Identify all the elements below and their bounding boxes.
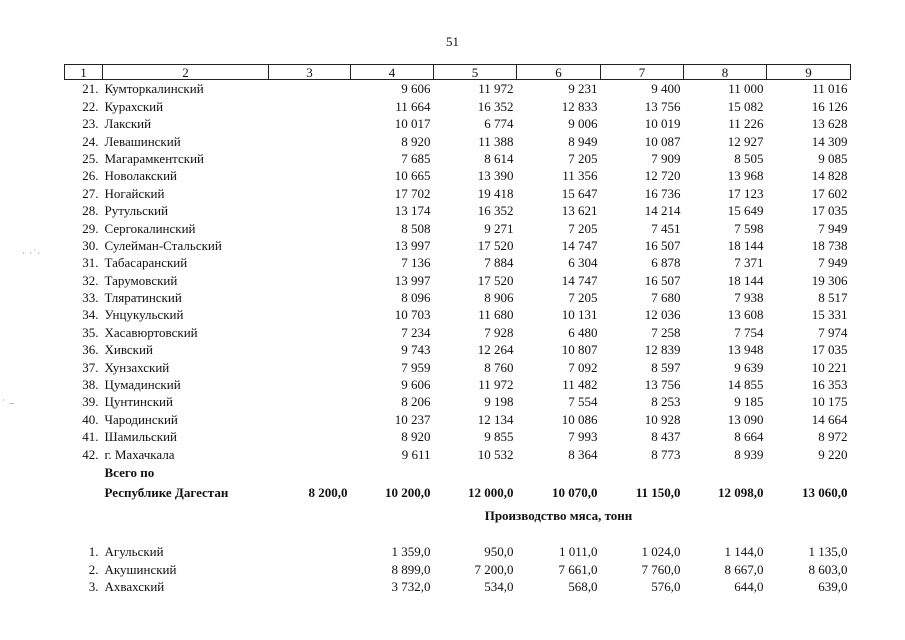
row-index: 21. — [82, 81, 99, 97]
value-cell: 16 126 — [811, 98, 848, 114]
value-cell: 17 602 — [811, 185, 848, 201]
value-cell: 15 082 — [727, 98, 764, 114]
value-cell: 9 198 — [484, 394, 514, 410]
value-cell: 16 352 — [477, 98, 514, 114]
value-cell: 7 974 — [818, 324, 848, 340]
value-cell: 13 174 — [394, 203, 431, 219]
value-cell: 12 134 — [477, 411, 514, 427]
total-index — [65, 463, 103, 481]
value-cell: 15 647 — [561, 185, 598, 201]
page-number: 51 — [446, 34, 459, 49]
value-cell — [269, 254, 351, 271]
row-index: 40. — [82, 411, 99, 427]
district-name: Унцукульский — [104, 307, 184, 323]
value-cell: 9 606 — [401, 81, 431, 97]
total-value-cell: 8 200,0 — [308, 484, 348, 500]
value-cell: 7 909 — [651, 150, 681, 166]
value-cell: 10 807 — [561, 342, 598, 358]
value-cell: 12 264 — [477, 342, 514, 358]
value-cell: 7 258 — [651, 324, 681, 340]
value-cell: 17 702 — [394, 185, 431, 201]
value-cell: 8 667,0 — [724, 561, 764, 577]
value-cell: 7 554 — [568, 394, 598, 410]
value-cell: 15 649 — [727, 203, 764, 219]
total-value-cell: 12 098,0 — [718, 484, 764, 500]
value-cell: 11 016 — [812, 81, 848, 97]
value-cell: 8 906 — [484, 290, 514, 306]
district-name: Магарамкентский — [104, 150, 204, 166]
district-name: Хунзахский — [104, 359, 170, 375]
table-row — [65, 376, 851, 393]
district-name: Акушинский — [104, 561, 177, 577]
value-cell: 11 000 — [728, 81, 764, 97]
value-cell: 14 828 — [811, 168, 848, 184]
value-cell: 11 664 — [395, 98, 431, 114]
table-header-row — [65, 65, 851, 80]
header-cell: 1 — [65, 65, 103, 80]
value-cell: 11 482 — [562, 377, 598, 393]
header-cell: 2 — [103, 65, 269, 80]
value-cell: 950,0 — [484, 544, 514, 560]
value-cell: 13 390 — [477, 168, 514, 184]
row-index: 24. — [82, 133, 99, 149]
value-cell: 10 237 — [394, 411, 431, 427]
value-cell — [269, 80, 351, 98]
total-index — [65, 481, 103, 501]
district-name: Цунтинский — [104, 394, 173, 410]
table-row — [65, 202, 851, 219]
district-name: Табасаранский — [104, 255, 188, 271]
value-cell: 8 364 — [568, 446, 598, 462]
value-cell: 8 972 — [818, 429, 848, 445]
district-name: Чародинский — [104, 411, 178, 427]
value-cell: 7 205 — [568, 150, 598, 166]
margin-scan-mark: · ·˙· — [22, 248, 42, 258]
value-cell: 18 144 — [727, 272, 764, 288]
row-index: 33. — [82, 290, 99, 306]
spacer-row — [65, 531, 851, 543]
value-cell — [269, 97, 351, 114]
district-name: Ногайский — [104, 185, 165, 201]
district-name: Левашинский — [104, 133, 181, 149]
district-name: Цумадинский — [104, 377, 181, 393]
table-row — [65, 219, 851, 236]
value-cell: 16 352 — [477, 203, 514, 219]
table-row — [65, 341, 851, 358]
header-cell: 8 — [684, 65, 767, 80]
row-index: 23. — [82, 116, 99, 132]
value-cell: 7 928 — [484, 324, 514, 340]
section-heading-row — [65, 501, 851, 531]
value-cell: 17 123 — [727, 185, 764, 201]
value-cell: 11 226 — [728, 116, 764, 132]
row-index: 1. — [88, 544, 99, 560]
spacer-cell — [351, 501, 434, 531]
value-cell: 12 036 — [644, 307, 681, 323]
value-cell: 7 938 — [734, 290, 764, 306]
value-cell — [269, 150, 351, 167]
value-cell: 13 090 — [727, 411, 764, 427]
value-cell — [269, 428, 351, 445]
value-cell: 7 959 — [401, 359, 431, 375]
value-cell: 10 019 — [644, 116, 681, 132]
value-cell: 17 520 — [477, 272, 514, 288]
value-cell: 10 221 — [811, 359, 848, 375]
value-cell — [269, 237, 351, 254]
value-cell: 7 371 — [734, 255, 764, 271]
value-cell: 17 035 — [811, 203, 848, 219]
value-cell: 10 928 — [644, 411, 681, 427]
total-row-label — [65, 463, 851, 481]
value-cell: 8 949 — [568, 133, 598, 149]
value-cell: 10 087 — [644, 133, 681, 149]
empty-cell — [269, 463, 351, 481]
value-cell: 10 131 — [561, 307, 598, 323]
value-cell: 8 664 — [734, 429, 764, 445]
value-cell: 10 175 — [811, 394, 848, 410]
value-cell: 9 185 — [734, 394, 764, 410]
value-cell: 11 356 — [562, 168, 598, 184]
section-title: Производство мяса, тонн — [484, 507, 633, 523]
value-cell: 17 035 — [811, 342, 848, 358]
value-cell: 1 135,0 — [808, 544, 848, 560]
table-row — [65, 445, 851, 462]
row-index: 26. — [82, 168, 99, 184]
value-cell: 14 214 — [644, 203, 681, 219]
value-cell: 568,0 — [568, 579, 598, 595]
value-cell: 7 754 — [734, 324, 764, 340]
spacer-cell — [103, 501, 269, 531]
value-cell: 13 968 — [727, 168, 764, 184]
value-cell: 10 703 — [394, 307, 431, 323]
value-cell: 8 920 — [401, 133, 431, 149]
table-row — [65, 410, 851, 427]
value-cell — [269, 578, 351, 595]
value-cell: 7 949 — [818, 220, 848, 236]
value-cell: 11 972 — [478, 377, 514, 393]
value-cell: 7 200,0 — [474, 561, 514, 577]
value-cell: 17 520 — [477, 237, 514, 253]
row-index: 28. — [82, 203, 99, 219]
value-cell — [269, 289, 351, 306]
table-row — [65, 80, 851, 98]
table-row — [65, 289, 851, 306]
district-name: Лакский — [104, 116, 152, 132]
district-name: Кумторкалинский — [104, 81, 204, 97]
table-row — [65, 237, 851, 254]
row-index: 22. — [82, 98, 99, 114]
table-row — [65, 323, 851, 340]
value-cell: 9 400 — [651, 81, 681, 97]
value-cell: 7 598 — [734, 220, 764, 236]
value-cell: 14 855 — [727, 377, 764, 393]
value-cell — [269, 132, 351, 149]
row-index: 36. — [82, 342, 99, 358]
value-cell: 7 661,0 — [558, 561, 598, 577]
value-cell: 534,0 — [484, 579, 514, 595]
value-cell: 8 939 — [734, 446, 764, 462]
value-cell: 13 756 — [644, 377, 681, 393]
value-cell: 7 136 — [401, 255, 431, 271]
section-table-row — [65, 543, 851, 560]
value-cell — [269, 167, 351, 184]
total-value-cell: 10 070,0 — [552, 484, 598, 500]
value-cell: 8 760 — [484, 359, 514, 375]
empty-cell — [601, 463, 684, 481]
value-cell — [269, 323, 351, 340]
table-row — [65, 358, 851, 375]
row-index: 30. — [82, 237, 99, 253]
spacer-cell — [65, 501, 103, 531]
value-cell: 19 306 — [811, 272, 848, 288]
value-cell: 8 253 — [651, 394, 681, 410]
value-cell: 9 606 — [401, 377, 431, 393]
value-cell — [269, 341, 351, 358]
row-index: 35. — [82, 324, 99, 340]
district-name: Хасавюртовский — [104, 324, 198, 340]
table-row — [65, 167, 851, 184]
value-cell: 13 756 — [644, 98, 681, 114]
value-cell: 9 271 — [484, 220, 514, 236]
empty-cell — [434, 463, 517, 481]
empty-cell — [517, 463, 601, 481]
value-cell: 8 508 — [401, 220, 431, 236]
value-cell: 8 437 — [651, 429, 681, 445]
value-cell: 7 451 — [651, 220, 681, 236]
value-cell: 10 017 — [394, 116, 431, 132]
value-cell — [269, 445, 351, 462]
row-index: 29. — [82, 220, 99, 236]
value-cell: 644,0 — [734, 579, 764, 595]
value-cell: 13 628 — [811, 116, 848, 132]
value-cell — [269, 543, 351, 560]
value-cell: 10 532 — [477, 446, 514, 462]
value-cell: 12 927 — [727, 133, 764, 149]
district-name: Агульский — [104, 544, 164, 560]
value-cell — [269, 358, 351, 375]
value-cell: 8 597 — [651, 359, 681, 375]
value-cell: 14 664 — [811, 411, 848, 427]
row-index: 38. — [82, 377, 99, 393]
district-name: Рутульский — [104, 203, 169, 219]
value-cell: 13 948 — [727, 342, 764, 358]
empty-cell — [684, 463, 767, 481]
value-cell: 10 086 — [561, 411, 598, 427]
value-cell — [269, 393, 351, 410]
value-cell: 9 639 — [734, 359, 764, 375]
spacer-cell — [767, 501, 851, 531]
value-cell: 13 997 — [394, 272, 431, 288]
value-cell: 14 309 — [811, 133, 848, 149]
header-cell: 4 — [351, 65, 434, 80]
value-cell: 7 205 — [568, 220, 598, 236]
spacer-cell — [684, 501, 767, 531]
spacer-cell — [65, 531, 851, 543]
value-cell: 1 359,0 — [391, 544, 431, 560]
value-cell: 9 220 — [818, 446, 848, 462]
value-cell: 7 680 — [651, 290, 681, 306]
table-row — [65, 306, 851, 323]
value-cell: 7 234 — [401, 324, 431, 340]
value-cell — [269, 410, 351, 427]
row-index: 34. — [82, 307, 99, 323]
value-cell: 7 685 — [401, 150, 431, 166]
row-index: 39. — [82, 394, 99, 410]
header-cell: 6 — [517, 65, 601, 80]
value-cell: 7 884 — [484, 255, 514, 271]
value-cell: 7 092 — [568, 359, 598, 375]
value-cell: 9 855 — [484, 429, 514, 445]
section-table-row — [65, 578, 851, 595]
value-cell: 13 621 — [561, 203, 598, 219]
value-cell: 7 205 — [568, 290, 598, 306]
value-cell — [269, 306, 351, 323]
table-row — [65, 254, 851, 271]
value-cell: 6 480 — [568, 324, 598, 340]
value-cell: 9 611 — [401, 446, 431, 462]
value-cell: 639,0 — [818, 579, 848, 595]
value-cell — [269, 202, 351, 219]
value-cell: 8 505 — [734, 150, 764, 166]
value-cell: 9 006 — [568, 116, 598, 132]
total-value-cell: 10 200,0 — [385, 484, 431, 500]
value-cell: 11 680 — [478, 307, 514, 323]
value-cell: 9 085 — [818, 150, 848, 166]
table-row — [65, 150, 851, 167]
district-name: Новолакский — [104, 168, 178, 184]
row-index: 42. — [82, 446, 99, 462]
value-cell: 9 231 — [568, 81, 598, 97]
value-cell: 19 418 — [477, 185, 514, 201]
header-cell: 3 — [269, 65, 351, 80]
value-cell: 10 665 — [394, 168, 431, 184]
value-cell: 16 507 — [644, 272, 681, 288]
value-cell: 7 949 — [818, 255, 848, 271]
district-name: Тарумовский — [104, 272, 178, 288]
value-cell — [269, 560, 351, 577]
value-cell: 8 517 — [818, 290, 848, 306]
value-cell: 14 747 — [561, 237, 598, 253]
value-cell: 7 993 — [568, 429, 598, 445]
district-name: Хивский — [104, 342, 153, 358]
margin-scan-mark: ˙ – — [2, 398, 15, 408]
district-name: Сергокалинский — [104, 220, 196, 236]
empty-cell — [767, 463, 851, 481]
value-cell: 8 603,0 — [808, 561, 848, 577]
value-cell: 18 144 — [727, 237, 764, 253]
value-cell: 12 720 — [644, 168, 681, 184]
value-cell: 3 732,0 — [391, 579, 431, 595]
table-row — [65, 184, 851, 201]
row-index: 32. — [82, 272, 99, 288]
value-cell: 11 972 — [478, 81, 514, 97]
value-cell: 1 024,0 — [641, 544, 681, 560]
value-cell: 16 507 — [644, 237, 681, 253]
spacer-cell — [269, 501, 351, 531]
value-cell: 12 839 — [644, 342, 681, 358]
value-cell: 8 614 — [484, 150, 514, 166]
row-index: 37. — [82, 359, 99, 375]
value-cell — [269, 184, 351, 201]
data-table — [64, 64, 851, 595]
header-cell: 5 — [434, 65, 517, 80]
district-name: Курахский — [104, 98, 164, 114]
header-cell: 9 — [767, 65, 851, 80]
total-label-line2: Республике Дагестан — [104, 484, 229, 500]
value-cell: 6 774 — [484, 116, 514, 132]
row-index: 25. — [82, 150, 99, 166]
value-cell: 18 738 — [811, 237, 848, 253]
total-row — [65, 481, 851, 501]
value-cell: 7 760,0 — [641, 561, 681, 577]
value-cell: 6 304 — [568, 255, 598, 271]
value-cell: 16 353 — [811, 377, 848, 393]
section-table-row — [65, 560, 851, 577]
value-cell: 576,0 — [651, 579, 681, 595]
value-cell: 8 773 — [651, 446, 681, 462]
table-row — [65, 393, 851, 410]
value-cell — [269, 115, 351, 132]
table-row — [65, 428, 851, 445]
table-row — [65, 97, 851, 114]
value-cell: 1 144,0 — [724, 544, 764, 560]
value-cell: 8 899,0 — [391, 561, 431, 577]
row-index: 2. — [88, 561, 99, 577]
district-name: Тляратинский — [104, 290, 182, 306]
value-cell: 8 206 — [401, 394, 431, 410]
value-cell: 6 878 — [651, 255, 681, 271]
value-cell: 13 608 — [727, 307, 764, 323]
value-cell: 8 920 — [401, 429, 431, 445]
value-cell: 9 743 — [401, 342, 431, 358]
header-cell: 7 — [601, 65, 684, 80]
district-name: Шамильский — [104, 429, 177, 445]
row-index: 3. — [88, 579, 99, 595]
empty-cell — [351, 463, 434, 481]
value-cell — [269, 271, 351, 288]
total-value-cell: 13 060,0 — [802, 484, 848, 500]
table-row — [65, 271, 851, 288]
value-cell: 15 331 — [811, 307, 848, 323]
table-row — [65, 115, 851, 132]
table-row — [65, 132, 851, 149]
district-name: Ахвахский — [104, 579, 165, 595]
row-index: 31. — [82, 255, 99, 271]
value-cell: 13 997 — [394, 237, 431, 253]
value-cell: 8 096 — [401, 290, 431, 306]
value-cell — [269, 376, 351, 393]
district-name: Сулейман-Стальский — [104, 237, 222, 253]
value-cell: 12 833 — [561, 98, 598, 114]
row-index: 41. — [82, 429, 99, 445]
row-index: 27. — [82, 185, 99, 201]
total-value-cell: 11 150,0 — [635, 484, 681, 500]
value-cell — [269, 219, 351, 236]
value-cell: 1 011,0 — [558, 544, 598, 560]
total-value-cell: 12 000,0 — [468, 484, 514, 500]
district-name: г. Махачкала — [104, 446, 175, 462]
value-cell: 11 388 — [478, 133, 514, 149]
value-cell: 14 747 — [561, 272, 598, 288]
value-cell: 16 736 — [644, 185, 681, 201]
total-label-line1: Всего по — [104, 464, 155, 480]
